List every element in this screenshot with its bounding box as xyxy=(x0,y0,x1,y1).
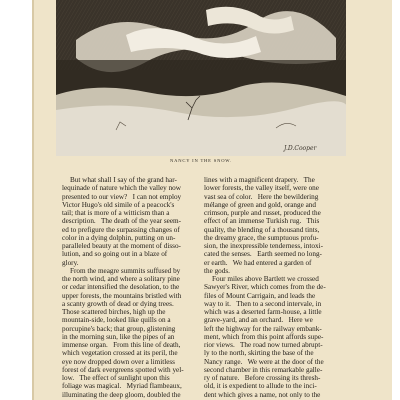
text-line: cated the senses. Earth seemed no long- xyxy=(204,250,322,259)
text-line: But what shall I say of the grand har- xyxy=(70,176,177,184)
text-line: illuminating the deep gloom, doubled the xyxy=(62,390,181,399)
text-line: Nancy range. We were at the door of the xyxy=(204,357,324,366)
text-line: left the highway for the railway embank- xyxy=(204,324,322,333)
text-line: or cedar intensified the desolation, to the xyxy=(62,283,180,292)
text-line: immense organ. From this line of death, xyxy=(62,341,181,349)
text-line: ment, which from this point affords supe- xyxy=(204,332,324,341)
text-line: ly to the north, skirting the base of the xyxy=(204,349,314,358)
engraving-illustration xyxy=(56,0,346,156)
text-line: grave-yard, and an orchard. Here we xyxy=(204,316,313,325)
text-line: crimson, purple and russet, produced the xyxy=(204,209,321,217)
text-line: lution, and so going out in a blaze of xyxy=(62,250,168,259)
text-line: Victor Hugo's old simile of a peacock's xyxy=(62,200,175,209)
text-line: upper forests, the mountains bristled with xyxy=(62,291,182,300)
text-line: lines with a magnificent drapery. The xyxy=(204,176,315,184)
text-line: ed to prefigure the surpassing changes of xyxy=(62,225,180,234)
text-line: the gods. xyxy=(204,266,230,275)
text-line: effect of an immense Turkish rug. This xyxy=(204,217,320,226)
text-line: Four miles above Bartlett we crossed xyxy=(212,275,319,283)
illustration-caption: NANCY IN THE SNOW. xyxy=(170,158,232,163)
text-line: paralleled beauty at the moment of disso- xyxy=(62,242,181,250)
text-line: ry of nature. Before crossing its thresh- xyxy=(204,374,321,382)
right-text-column xyxy=(204,176,348,399)
text-line: From the meagre summits suffused by xyxy=(70,266,181,275)
text-line: lower forests, the valley itself, were one xyxy=(204,184,319,193)
text-line: vast sea of color. Here the bewildering xyxy=(204,192,319,201)
text-line: color in a dying dolphin, putting on un- xyxy=(62,233,176,242)
text-line: foliage was magical. Myriad flambeaux, xyxy=(62,382,182,391)
text-line: porcupine's back; that group, glistening xyxy=(62,324,176,333)
text-line: the north wind, and where a solitary pine xyxy=(62,275,180,283)
text-line: description. The death of the year seem- xyxy=(62,217,182,226)
engraver-signature: J.D.Cooper xyxy=(284,145,317,152)
text-line: dent which gives a name, not only to the xyxy=(204,390,321,399)
text-line: er earth. We had entered a garden of xyxy=(204,258,312,267)
text-line: tail; that is more of a witticism than a xyxy=(62,209,170,217)
text-line: second chamber in this remarkable galle- xyxy=(204,365,323,374)
text-line: Those scattered birches, high up the xyxy=(62,308,166,316)
text-line: the dreamy grace, the sumptuous profu- xyxy=(204,233,319,242)
text-line: in the morning sun, like the pipes of an xyxy=(62,332,175,341)
text-line: which was a deserted farm-house, a little xyxy=(204,308,322,316)
text-line: sion, the inexpressible tenderness, intoxi- xyxy=(204,242,323,250)
engraving-svg xyxy=(56,0,346,156)
text-line: glory. xyxy=(62,258,79,267)
text-line: old, it is expedient to allude to the inci- xyxy=(204,382,317,391)
text-line: rior views. The road now turned abrupt- xyxy=(204,341,323,349)
text-line: eye now dropped down over a limitless xyxy=(62,357,175,366)
text-line: Sawyer's River, which comes from the de- xyxy=(204,283,326,292)
left-text-column xyxy=(62,176,206,399)
text-line: mélange of green and gold, orange and xyxy=(204,200,316,209)
page-edge xyxy=(32,0,34,400)
text-line: quality, the blending of a thousand tints, xyxy=(204,225,320,234)
text-line: files of Mount Carrigain, and leads the xyxy=(204,291,316,300)
text-line: mountain-side, looked like quills on a xyxy=(62,316,171,325)
text-line: low. The effect of sunlight upon this xyxy=(62,374,170,382)
text-line: which vegetation crossed at its peril, the xyxy=(62,349,178,358)
text-line: presented to our view? I can not employ xyxy=(62,192,182,201)
text-line: forest of dark evergreens spotted with yel- xyxy=(62,365,184,374)
text-line: a scanty growth of dead or dying trees. xyxy=(62,299,174,308)
text-line: way to it. Then to a second intervale, in xyxy=(204,299,322,308)
text-line: lequinade of nature which the valley now xyxy=(62,184,181,193)
